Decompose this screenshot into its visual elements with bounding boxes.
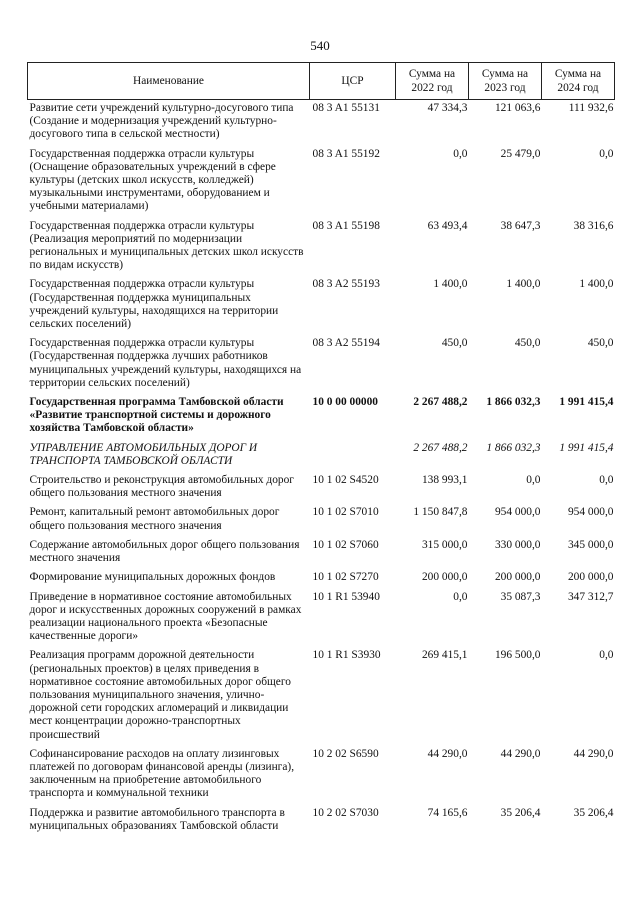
row-sum-2024: 38 316,6 — [573, 219, 614, 232]
row-name: Приведение в нормативное состояние автомобильных дорог и искусственных дорожных сооружений в рамках реализации национального проекта «Безопасные качественные дороги» — [29, 590, 302, 643]
row-sum-2023: 1 400,0 — [506, 278, 541, 291]
header-sum-2023: Сумма на 2023 год — [469, 63, 542, 100]
row-sum-2023: 450,0 — [514, 337, 541, 350]
table-row — [28, 504, 615, 536]
row-sum-2022: 450,0 — [441, 337, 468, 350]
row-csr: 08 3 A1 55192 — [312, 147, 380, 160]
row-sum-2023: 954 000,0 — [494, 506, 541, 519]
header-name: Наименование — [28, 63, 310, 100]
row-name: Государственная поддержка отрасли культуры (Государственная поддержка муниципальных учреждений культуры, находящихся на территории сельских поселений) — [29, 278, 279, 331]
table-row — [28, 146, 615, 218]
row-sum-2023: 38 647,3 — [500, 219, 541, 232]
row-csr: 10 1 02 S7010 — [312, 506, 379, 519]
row-sum-2024: 1 400,0 — [579, 278, 614, 291]
row-csr: 10 1 02 S7270 — [312, 571, 379, 584]
table-row — [28, 394, 615, 440]
row-sum-2023: 25 479,0 — [500, 147, 541, 160]
row-sum-2024: 35 206,4 — [573, 806, 614, 819]
table-row — [28, 276, 615, 335]
row-sum-2024: 200 000,0 — [567, 571, 614, 584]
table-row — [28, 805, 615, 837]
row-sum-2024: 111 932,6 — [568, 102, 614, 114]
row-csr: 10 2 02 S6590 — [312, 747, 379, 760]
row-sum-2023: 330 000,0 — [494, 538, 541, 551]
row-sum-2024: 450,0 — [587, 337, 614, 350]
row-name: Поддержка и развитие автомобильного транспорта в муниципальных образованиях Тамбовской области — [29, 806, 285, 832]
row-sum-2022: 200 000,0 — [421, 571, 468, 584]
row-csr: 10 1 R1 53940 — [312, 590, 380, 603]
row-name: Строительство и реконструкция автомобильных дорог общего пользования местного значения — [29, 474, 294, 500]
row-sum-2023: 1 866 032,3 — [486, 396, 541, 409]
row-sum-2023: 196 500,0 — [494, 649, 541, 662]
row-sum-2023: 35 087,3 — [500, 590, 541, 603]
header-sum-2024: Сумма на 2024 год — [542, 63, 615, 100]
row-sum-2023: 200 000,0 — [494, 571, 541, 584]
row-name: Формирование муниципальных дорожных фондов — [29, 571, 276, 584]
row-csr: 10 1 R1 S3930 — [312, 649, 381, 662]
row-name: Реализация программ дорожной деятельности (региональных проектов) в целях приведения в нормативное состояние автомобильных дорог общего пользования муниципального значения, улично-дорожной сети городских агломераций и ликвидации мест концентрации дорожно-транспортных происшествий — [29, 649, 291, 741]
row-sum-2023: 1 866 032,3 — [486, 441, 541, 454]
table-row — [28, 746, 615, 805]
row-sum-2022: 74 165,6 — [427, 806, 468, 819]
table-row — [28, 472, 615, 504]
row-sum-2023: 0,0 — [526, 474, 541, 487]
budget-table — [27, 62, 615, 837]
table-row — [28, 589, 615, 648]
row-sum-2022: 138 993,1 — [421, 474, 468, 487]
table-row — [28, 100, 615, 146]
row-sum-2024: 0,0 — [599, 474, 614, 487]
row-name: Содержание автомобильных дорог общего пользования местного значения — [29, 538, 300, 565]
header-csr: ЦСР — [310, 63, 396, 100]
row-sum-2022: 0,0 — [453, 147, 468, 160]
row-sum-2024: 1 991 415,4 — [559, 441, 614, 454]
table-row — [28, 335, 615, 394]
row-sum-2024: 345 000,0 — [567, 538, 614, 551]
row-sum-2022: 44 290,0 — [427, 747, 468, 760]
row-sum-2022: 1 400,0 — [433, 278, 468, 291]
row-csr: 08 3 A1 55198 — [312, 219, 380, 232]
row-name: Софинансирование расходов на оплату лизинговых платежей по договорам финансовой аренды (лизинга), заключенным на приобретение автомобильного транспорта и коммунальной техники — [29, 747, 295, 800]
row-sum-2022: 2 267 488,2 — [413, 396, 468, 409]
table-header-row — [28, 63, 615, 100]
table-row — [28, 569, 615, 588]
row-name: Государственная программа Тамбовской области «Развитие транспортной системы и дорожного хозяйства Тамбовской области» — [29, 396, 284, 435]
row-name: Развитие сети учреждений культурно-досугового типа (Создание и модернизация учреждений культурно-досугового типа в сельской местности) — [29, 102, 294, 141]
row-name: Государственная поддержка отрасли культуры (Реализация мероприятий по модернизации региональных и муниципальных детских школ искусств по видам искусств) — [29, 219, 304, 272]
row-csr: 10 1 02 S4520 — [312, 474, 379, 487]
row-sum-2024: 0,0 — [599, 649, 614, 662]
row-csr: 08 3 A1 55131 — [312, 102, 380, 114]
row-sum-2022: 47 334,3 — [427, 102, 468, 114]
row-name: Государственная поддержка отрасли культуры (Оснащение образовательных учреждений в сфере культуры (детских школ искусств, колледжей) музыкальными инструментами, оборудованием и учебными материалами) — [29, 147, 276, 213]
row-sum-2023: 44 290,0 — [500, 747, 541, 760]
table-row — [28, 647, 615, 745]
row-sum-2022: 2 267 488,2 — [413, 441, 468, 454]
row-csr: 08 3 A2 55194 — [312, 337, 380, 350]
row-sum-2023: 121 063,6 — [494, 102, 541, 114]
row-name: УПРАВЛЕНИЕ АВТОМОБИЛЬНЫХ ДОРОГ И ТРАНСПОРТА ТАМБОВСКОЙ ОБЛАСТИ — [29, 441, 258, 467]
row-sum-2024: 347 312,7 — [567, 590, 614, 603]
row-csr: 10 0 00 00000 — [312, 396, 378, 409]
row-sum-2022: 0,0 — [453, 590, 468, 603]
header-sum-2022: Сумма на 2022 год — [396, 63, 469, 100]
row-csr — [310, 440, 396, 472]
row-sum-2024: 44 290,0 — [573, 747, 614, 760]
row-sum-2022: 63 493,4 — [427, 219, 468, 232]
row-sum-2023: 35 206,4 — [500, 806, 541, 819]
table-body — [28, 100, 615, 837]
row-sum-2024: 954 000,0 — [567, 506, 614, 519]
table-row — [28, 440, 615, 472]
row-name: Государственная поддержка отрасли культуры (Государственная поддержка лучших работников муниципальных учреждений культуры, находящихся на территории сельских поселений) — [29, 337, 302, 389]
row-sum-2022: 315 000,0 — [421, 538, 468, 551]
row-sum-2022: 269 415,1 — [421, 649, 468, 662]
row-csr: 10 1 02 S7060 — [312, 538, 379, 551]
row-sum-2022: 1 150 847,8 — [413, 506, 468, 519]
table-row — [28, 218, 615, 277]
row-sum-2024: 1 991 415,4 — [559, 396, 614, 409]
row-csr: 08 3 A2 55193 — [312, 278, 380, 291]
table-row — [28, 537, 615, 569]
row-csr: 10 2 02 S7030 — [312, 806, 379, 819]
row-name: Ремонт, капитальный ремонт автомобильных дорог общего пользования местного значения — [29, 506, 280, 532]
row-sum-2024: 0,0 — [599, 147, 614, 160]
page-number: 540 — [310, 38, 330, 53]
